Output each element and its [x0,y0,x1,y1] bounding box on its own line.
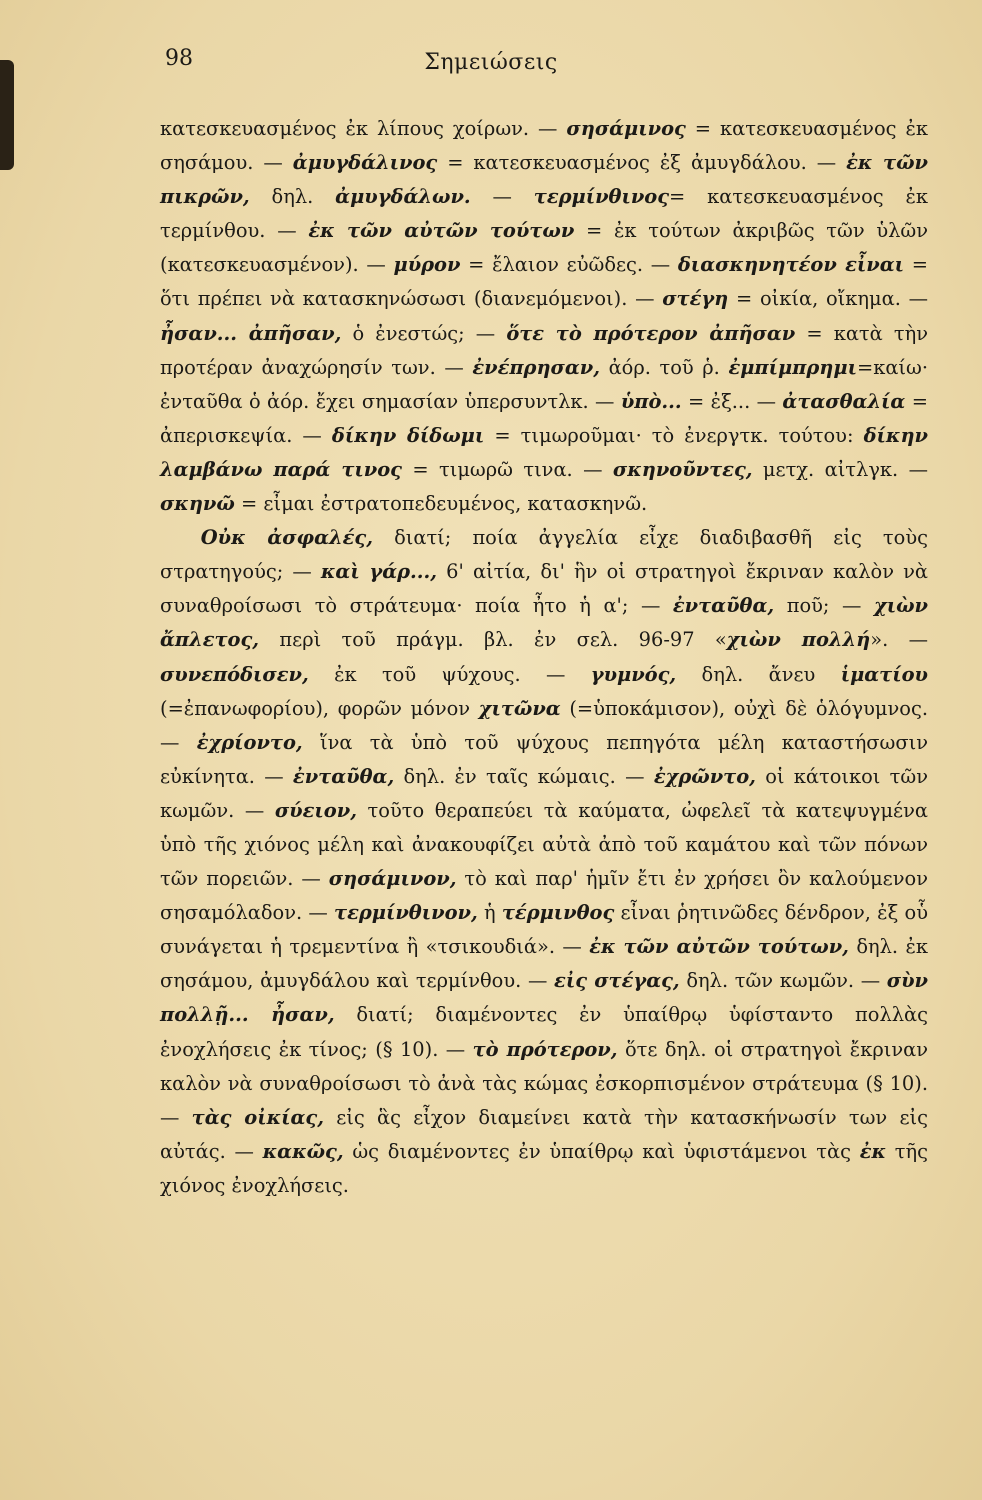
note-text: ὅτε δηλ. οἱ στρατηγοὶ ἔκριναν καλὸν νὰ συναθροίσωσι τὸ ἀνὰ τὰς κώμας ἐσκορπισμένον στράτευμα (§ 10). — [160,1037,929,1129]
note-text: (=ἐπανωφορίου), φορῶν μόνον [160,696,479,720]
lemma-term: σύειον, [274,798,357,822]
lemma-term: ὅτε τὸ πρότερον ἀπῆσαν [506,321,796,345]
lemma-term: τερμίνθινον, [334,901,478,925]
note-text: κατεσκευασμένος ἐκ λίπους χοίρων. — [160,117,567,140]
lemma-term: ἦσαν... ἀπῆσαν, [160,321,342,345]
note-text: =καίω· ἐνταῦθα ὁ ἀόρ. ἔχει σημασίαν ὑπερσυντλκ. — [160,355,928,413]
lemma-term: ἀμυγδάλινος [292,151,438,175]
note-text: ὁ ἐνεστώς; — [341,321,507,345]
notes-body [160,112,928,1203]
lemma-term: κακῶς, [262,1139,344,1163]
running-title: Σημειώσεις [424,50,558,75]
note-text: = ἐκ τούτων ἀκριβῶς τῶν ὑλῶν (κατεσκευασμένον). — [160,219,929,277]
note-text: = ἔλαιον εὐῶδες. — [460,253,678,277]
lemma-term: σκηνῶ [160,492,235,516]
lemma-term: στέγη [662,287,729,311]
lemma-term: ἐνταῦθα, [672,594,775,618]
lemma-term: σὺν πολλῇ... ἦσαν, [160,969,929,1027]
note-text: διατί; ποία ἀγγελία εἶχε διαδιβασθῆ εἰς τοὺς στρατηγούς; — [160,526,928,584]
note-text: τοῦτο θεραπεύει τὰ καύματα, ὠφελεῖ τὰ κατεψυγμένα ὑπὸ τῆς χιόνος μέλη καὶ ἀνακουφίζει αὐτὰ ἀπὸ τοῦ καμάτου καὶ τῶν πόνων τῶν πορειῶν. — [160,798,928,891]
lemma-term: ὑπὸ... [620,389,682,413]
note-text: ἵνα τὰ ὑπὸ τοῦ ψύχους πεπηγότα μέλη καταστήσωσιν εὐκίνητα. — [160,730,928,788]
note-text: = κατεσκευασμένος ἐκ τερμίνθου. — [160,185,929,243]
note-text: μετχ. αἰτλγκ. — [752,457,928,481]
lemma-term: ἐκ τῶν αὐτῶν τούτων, [589,935,849,959]
lemma-term: τὸ πρότερον, [472,1037,618,1061]
lemma-term: καὶ γάρ..., [320,560,438,584]
lemma-term: χιὼν ἄπλετος, [160,594,928,652]
lemma-term: ἐνταῦθα, [292,764,395,788]
lemma-term: ἐνέπρησαν, [472,355,600,379]
lemma-term: χιτῶνα [478,696,561,720]
lemma-term: διασκηνητέον εἶναι [677,253,905,277]
note-text: τῆς χιόνος ἐνοχλήσεις. [160,1139,928,1197]
lemma-term: ἐκ τῶν πικρῶν, [160,151,928,209]
note-text: δηλ. ἄνευ [676,662,841,686]
note-text: — [470,185,534,209]
lemma-term: ἱματίου [840,662,929,686]
note-text: = κατεσκευασμένος ἐκ σησάμου. — [160,117,928,175]
lemma-term: τερμίνθινος [533,185,670,209]
lemma-term: ἐκ [859,1139,887,1163]
lemma-term: ἐχρίοντο, [196,730,303,754]
note-text: ἐκ τοῦ ψύχους. — [308,662,591,686]
note-text: ». — [870,628,928,652]
lemma-term: ἐκ τῶν αὐτῶν τούτων [308,219,575,243]
lemma-term: ἀτασθαλία [782,389,906,413]
note-text: = ὅτι πρέπει νὰ κατασκηνώσωσι (διανεμόμενοι). — [160,253,929,311]
note-text: 6' αἰτία, δι' ἣν οἱ στρατηγοὶ ἔκριναν καλὸν νὰ συναθροίσωσι τὸ στράτευμα· ποία ἦτο ἡ α'; — [160,560,929,618]
note-text: = τιμωροῦμαι· τὸ ἐνεργτκ. τούτου: [484,423,864,447]
note-text: = ἐξ... — [681,389,783,413]
note-text: = οἰκία, οἴκημα. — [728,287,928,311]
note-text: = κατεσκευασμένος ἐξ ἀμυγδάλου. — [437,151,847,175]
lemma-term: ἐχρῶντο, [653,764,756,788]
note-text: οἱ κάτοικοι τῶν κωμῶν. — [160,764,928,822]
note-text: εἶναι ῥητινῶδες δένδρον, ἐξ οὗ συνάγεται ἡ τρεμεντίνα ἢ «τσικουδιά». — [160,901,928,959]
note-text: = εἶμαι ἐστρατοπεδευμένος, κατασκηνῶ. [234,492,648,516]
lemma-term: σησάμινος [566,117,686,140]
note-text: ποῦ; — [774,594,874,618]
note-text: δηλ. τῶν κωμῶν. — [679,969,887,993]
lemma-term: ἐμπίμπρημι [728,355,857,379]
note-text: ἡ [477,901,502,925]
note-paragraph [160,521,928,1203]
lemma-term: τὰς οἰκίας, [191,1105,324,1129]
page-header [0,46,982,86]
lemma-term: μύρον [393,253,461,277]
lemma-term: δίκην δίδωμι [331,423,485,447]
note-text: = κατὰ τὴν προτέραν ἀναχώρησίν των. — [160,321,928,379]
lemma-term: σκηνοῦντες, [612,457,753,481]
lemma-term: Οὐκ ἀσφαλές, [200,526,373,550]
note-text: τὸ καὶ παρ' ἡμῖν ἔτι ἐν χρήσει ὂν καλούμενον σησαμόλαδον. — [160,867,928,925]
lemma-term: συνεπόδισεν, [160,662,309,686]
note-text: = τιμωρῶ τινα. — [401,457,613,481]
page-number: 98 [165,46,193,71]
lemma-term: τέρμινθος [501,901,615,925]
note-text: ἀόρ. τοῦ ῥ. [599,355,729,379]
lemma-term: εἰς στέγας, [554,969,680,993]
note-text: = ἀπερισκεψία. — [160,389,928,447]
note-text: περὶ τοῦ πράγμ. βλ. ἐν σελ. 96-97 « [259,628,727,652]
note-text: δηλ. ἐκ σησάμου, ἀμυγδάλου καὶ τερμίνθου. — [160,935,928,993]
note-text: διατί; διαμένοντες ἐν ὑπαίθρῳ ὑφίσταντο πολλὰς ἐνοχλήσεις ἐκ τίνος; (§ 10). — [160,1003,928,1061]
lemma-term: γυμνός, [590,662,677,686]
lemma-term: δίκην λαμβάνω παρά τινος [160,423,928,481]
note-text: εἰς ἃς εἶχον διαμείνει κατὰ τὴν κατασκήνωσίν των εἰς αὐτάς. — [160,1105,928,1163]
note-text: δηλ. ἐν ταῖς κώμαις. — [394,764,654,788]
lemma-term: χιὼν πολλή [726,628,871,652]
note-text: (=ὑποκάμισον), οὐχὶ δὲ ὁλόγυμνος. — [160,696,928,754]
note-text: ὡς διαμένοντες ἐν ὑπαίθρῳ καὶ ὑφιστάμενοι τὰς [343,1139,860,1163]
note-paragraph [160,112,928,521]
lemma-term: ἀμυγδάλων. [335,185,471,209]
lemma-term: σησάμινον, [328,867,457,891]
note-text: δηλ. [249,185,336,209]
